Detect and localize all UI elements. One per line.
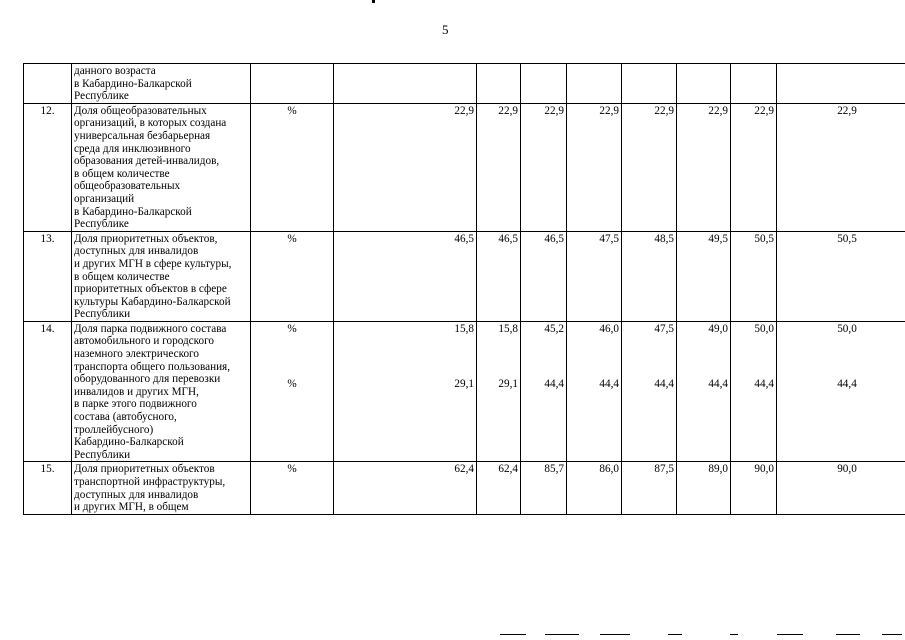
unit-cell bbox=[251, 321, 334, 462]
indicator-name-line: наземного электрического bbox=[74, 348, 199, 361]
value: 50,5 bbox=[837, 232, 857, 245]
value: 62,4 bbox=[454, 463, 474, 476]
value-cell bbox=[567, 462, 622, 514]
value-cell bbox=[567, 103, 622, 231]
value-cell bbox=[567, 231, 622, 321]
value: 90,0 bbox=[754, 463, 774, 476]
value: 22,9 bbox=[544, 104, 564, 117]
value-cell bbox=[567, 321, 622, 462]
value: 46,5 bbox=[498, 232, 518, 245]
indicator-name bbox=[72, 231, 251, 321]
value-second: 44,4 bbox=[754, 378, 774, 391]
value: 15,8 bbox=[454, 322, 474, 335]
row-number: 12. bbox=[24, 103, 72, 231]
indicator-name-line: и других МГН в сфере культуры, bbox=[74, 257, 232, 270]
value-cell bbox=[521, 64, 567, 104]
indicator-name-line: автомобильного и городского bbox=[74, 335, 214, 348]
indicator-name-line: троллейбусного) bbox=[74, 423, 154, 436]
indicator-name-line: Доля общеобразовательных bbox=[74, 104, 207, 117]
value: 22,9 bbox=[454, 104, 474, 117]
indicator-name-line: оборудованного для перевозки bbox=[74, 373, 221, 386]
value-second: 44,4 bbox=[837, 378, 857, 391]
value-cell bbox=[334, 462, 477, 514]
value-cell bbox=[334, 231, 477, 321]
indicator-name-line: доступных для инвалидов bbox=[74, 245, 199, 258]
row-number bbox=[24, 64, 72, 104]
value: 22,9 bbox=[708, 104, 728, 117]
unit: % bbox=[287, 232, 297, 245]
value-cell bbox=[521, 231, 567, 321]
table-row bbox=[24, 231, 905, 321]
value-cell bbox=[677, 321, 731, 462]
unit-cell bbox=[251, 64, 334, 104]
value: 49,5 bbox=[708, 232, 728, 245]
value-second: 29,1 bbox=[498, 378, 518, 391]
value-cell bbox=[622, 321, 677, 462]
indicator-name-line: Доля парка подвижного состава bbox=[74, 322, 227, 335]
indicator-name-line: данного возраста bbox=[74, 65, 156, 77]
value-cell bbox=[677, 462, 731, 514]
value-second: 44,4 bbox=[708, 378, 728, 391]
value-cell bbox=[777, 321, 905, 462]
value-cell bbox=[334, 64, 477, 104]
scan-artifact-mark bbox=[372, 0, 375, 3]
row-number: 15. bbox=[24, 462, 72, 514]
value-second: 44,4 bbox=[544, 378, 564, 391]
value: 62,4 bbox=[498, 463, 518, 476]
indicator-name-line: доступных для инвалидов bbox=[74, 488, 199, 501]
unit-cell bbox=[251, 462, 334, 514]
value-second: 44,4 bbox=[599, 378, 619, 391]
indicators-table bbox=[23, 63, 905, 515]
indicator-name-line: инвалидов и других МГН, bbox=[74, 385, 199, 398]
value: 22,9 bbox=[498, 104, 518, 117]
value-cell bbox=[622, 103, 677, 231]
value: 15,8 bbox=[498, 322, 518, 335]
value: 50,5 bbox=[754, 232, 774, 245]
indicator-name-line: Республики bbox=[74, 448, 131, 461]
indicator-name-line: состава (автобусного, bbox=[74, 411, 177, 424]
indicator-name-line: Доля приоритетных объектов, bbox=[74, 232, 218, 245]
value-cell bbox=[677, 64, 731, 104]
indicator-name-line: и других МГН, в общем bbox=[74, 501, 189, 514]
row-number: 14. bbox=[24, 321, 72, 462]
indicator-name-line: в Кабардино-Балкарской bbox=[74, 205, 192, 218]
indicator-name bbox=[72, 462, 251, 514]
indicator-name-line: Республики bbox=[74, 308, 131, 321]
page-number: 5 bbox=[442, 22, 449, 37]
indicator-name-line: в общем количестве bbox=[74, 270, 170, 283]
value: 86,0 bbox=[599, 463, 619, 476]
value-second: 29,1 bbox=[454, 378, 474, 391]
indicator-name-line: в парке этого подвижного bbox=[74, 398, 197, 411]
indicator-name bbox=[72, 321, 251, 462]
indicator-name-line: в Кабардино-Балкарской bbox=[74, 77, 192, 90]
indicator-name-line: приоритетных объектов в сфере bbox=[74, 283, 227, 296]
indicator-name bbox=[72, 64, 251, 104]
value-cell bbox=[567, 64, 622, 104]
value-cell bbox=[731, 321, 777, 462]
value-second: 44,4 bbox=[654, 378, 674, 391]
value: 45,2 bbox=[544, 322, 564, 335]
value-cell bbox=[622, 64, 677, 104]
value-cell bbox=[777, 462, 905, 514]
value: 47,5 bbox=[599, 232, 619, 245]
indicator-name-line: образования детей-инвалидов, bbox=[74, 155, 220, 168]
value-cell bbox=[777, 64, 905, 104]
indicator-name-line: организаций, в которых создана bbox=[74, 117, 227, 130]
unit: % bbox=[287, 104, 297, 117]
table-row bbox=[24, 64, 905, 104]
value-cell bbox=[521, 103, 567, 231]
value-cell bbox=[731, 103, 777, 231]
value-cell bbox=[521, 321, 567, 462]
indicator-name-line: организаций bbox=[74, 192, 135, 205]
value-cell bbox=[477, 103, 521, 231]
value: 50,0 bbox=[754, 322, 774, 335]
value-cell bbox=[731, 231, 777, 321]
value-cell bbox=[334, 321, 477, 462]
value: 49,0 bbox=[708, 322, 728, 335]
indicator-name-line: Кабардино-Балкарской bbox=[74, 436, 184, 449]
table-row bbox=[24, 321, 905, 462]
indicator-name-line: культуры Кабардино-Балкарской bbox=[74, 295, 231, 308]
value-cell bbox=[677, 103, 731, 231]
footer-scan-dashes bbox=[0, 628, 905, 640]
value-cell bbox=[477, 231, 521, 321]
value: 46,0 bbox=[599, 322, 619, 335]
table-row bbox=[24, 462, 905, 514]
unit: % bbox=[287, 463, 297, 476]
unit-cell bbox=[251, 103, 334, 231]
unit-second: % bbox=[287, 378, 297, 391]
value-cell bbox=[731, 462, 777, 514]
value: 22,9 bbox=[599, 104, 619, 117]
unit: % bbox=[287, 322, 297, 335]
unit-cell bbox=[251, 231, 334, 321]
value: 22,9 bbox=[837, 104, 857, 117]
indicator-name-line: в общем количестве bbox=[74, 167, 170, 180]
value-cell bbox=[622, 462, 677, 514]
table-body bbox=[24, 64, 905, 515]
value: 46,5 bbox=[544, 232, 564, 245]
indicator-name-line: Республике bbox=[74, 90, 129, 103]
value-cell bbox=[777, 103, 905, 231]
indicator-name-line: универсальная безбарьерная bbox=[74, 129, 211, 142]
value: 46,5 bbox=[454, 232, 474, 245]
value: 48,5 bbox=[654, 232, 674, 245]
value: 90,0 bbox=[837, 463, 857, 476]
value: 87,5 bbox=[654, 463, 674, 476]
value: 22,9 bbox=[754, 104, 774, 117]
indicator-name-line: транспортной инфраструктуры, bbox=[74, 476, 226, 488]
value: 22,9 bbox=[654, 104, 674, 117]
value-cell bbox=[477, 321, 521, 462]
value: 47,5 bbox=[654, 322, 674, 335]
value-cell bbox=[622, 231, 677, 321]
value-cell bbox=[677, 231, 731, 321]
value-cell bbox=[477, 64, 521, 104]
indicator-name-line: среда для инклюзивного bbox=[74, 142, 191, 155]
row-number: 13. bbox=[24, 231, 72, 321]
table-row bbox=[24, 103, 905, 231]
value-cell bbox=[477, 462, 521, 514]
indicator-name-line: Республике bbox=[74, 218, 129, 231]
indicator-name bbox=[72, 103, 251, 231]
value-cell bbox=[777, 231, 905, 321]
value-cell bbox=[731, 64, 777, 104]
value-cell bbox=[334, 103, 477, 231]
value: 85,7 bbox=[544, 463, 564, 476]
indicator-name-line: Доля приоритетных объектов bbox=[74, 463, 215, 476]
value-cell bbox=[521, 462, 567, 514]
indicator-name-line: общеобразовательных bbox=[74, 180, 181, 193]
value: 89,0 bbox=[708, 463, 728, 476]
indicator-name-line: транспорта общего пользования, bbox=[74, 360, 231, 373]
value: 50,0 bbox=[837, 322, 857, 335]
